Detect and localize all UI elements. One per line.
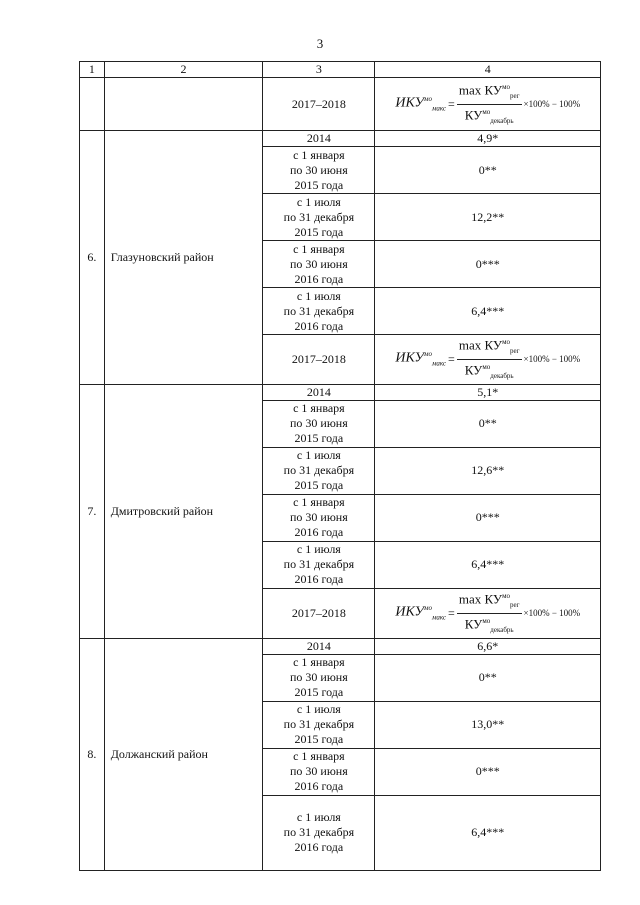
- period-cell: 2017–2018: [263, 78, 375, 131]
- iku-formula: $ИКУ^{мо}_{макс}$ = $\frac{\max КУ^{мо}_{рег}}{КУ^{мо}_{декабрь}}$ ×100% − 100%: [395, 80, 580, 129]
- period-cell: с 1 июля по 31 декабря 2015 года: [263, 701, 375, 748]
- column-header-1: 1: [80, 62, 105, 78]
- column-header-3: 3: [263, 62, 375, 78]
- period-cell: с 1 января по 30 июня 2016 года: [263, 748, 375, 795]
- row-number: 6.: [80, 131, 105, 385]
- column-header-2: 2: [104, 62, 263, 78]
- continuation-row: [80, 78, 601, 131]
- value-cell: 0***: [375, 748, 601, 795]
- data-row: [80, 131, 601, 147]
- row-number: 7.: [80, 384, 105, 638]
- value-cell: 6,4***: [375, 288, 601, 335]
- value-cell: 0***: [375, 241, 601, 288]
- period-cell: с 1 января по 30 июня 2015 года: [263, 400, 375, 447]
- value-cell: 6,4***: [375, 541, 601, 588]
- formula-cell: [375, 335, 601, 385]
- period-cell: 2014: [263, 384, 375, 400]
- tariff-table: [79, 61, 601, 871]
- district-name: Дмитровский район: [104, 384, 263, 638]
- period-cell: с 1 января по 30 июня 2016 года: [263, 494, 375, 541]
- iku-formula: $ИКУ^{мо}_{макс}$ = $\frac{\max КУ^{мо}_{рег}}{КУ^{мо}_{декабрь}}$ ×100% − 100%: [395, 335, 580, 384]
- formula-cell: [375, 78, 601, 131]
- value-cell: 12,2**: [375, 194, 601, 241]
- value-cell: 4,9*: [375, 131, 601, 147]
- value-cell: 13,0**: [375, 701, 601, 748]
- empty-cell: [104, 78, 263, 131]
- period-cell: с 1 июля по 31 декабря 2016 года: [263, 541, 375, 588]
- period-cell: 2014: [263, 638, 375, 654]
- row-number: 8.: [80, 638, 105, 870]
- empty-cell: [80, 78, 105, 131]
- district-name: Глазуновский район: [104, 131, 263, 385]
- period-cell: 2017–2018: [263, 335, 375, 385]
- data-row: [80, 638, 601, 654]
- iku-formula: $ИКУ^{мо}_{макс}$ = $\frac{\max КУ^{мо}_{рег}}{КУ^{мо}_{декабрь}}$ ×100% − 100%: [395, 589, 580, 638]
- district-name: Должанский район: [104, 638, 263, 870]
- page-number: 3: [316, 36, 324, 51]
- period-cell: с 1 июля по 31 декабря 2015 года: [263, 447, 375, 494]
- column-header-row: [80, 62, 601, 78]
- value-cell: 0***: [375, 494, 601, 541]
- period-cell: 2014: [263, 131, 375, 147]
- period-cell: с 1 января по 30 июня 2016 года: [263, 241, 375, 288]
- value-cell: 0**: [375, 654, 601, 701]
- period-cell: с 1 января по 30 июня 2015 года: [263, 654, 375, 701]
- period-cell: 2017–2018: [263, 588, 375, 638]
- period-cell: с 1 июля по 31 декабря 2016 года: [263, 795, 375, 870]
- column-header-4: 4: [375, 62, 601, 78]
- value-cell: 5,1*: [375, 384, 601, 400]
- period-cell: с 1 июля по 31 декабря 2016 года: [263, 288, 375, 335]
- value-cell: 12,6**: [375, 447, 601, 494]
- value-cell: 0**: [375, 400, 601, 447]
- value-cell: 0**: [375, 147, 601, 194]
- data-row: [80, 384, 601, 400]
- value-cell: 6,4***: [375, 795, 601, 870]
- formula-cell: [375, 588, 601, 638]
- period-cell: с 1 января по 30 июня 2015 года: [263, 147, 375, 194]
- value-cell: 6,6*: [375, 638, 601, 654]
- period-cell: с 1 июля по 31 декабря 2015 года: [263, 194, 375, 241]
